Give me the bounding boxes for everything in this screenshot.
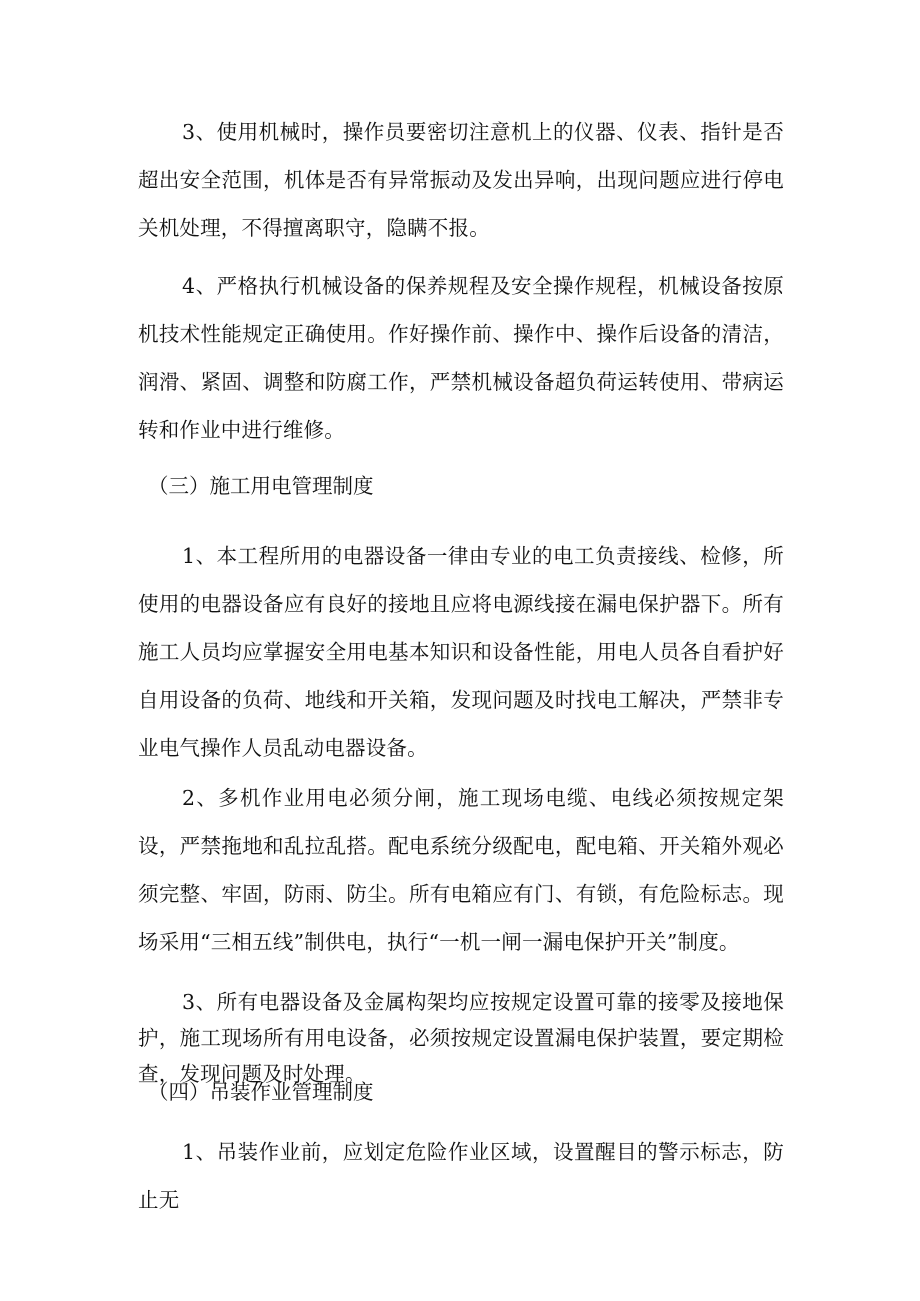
paragraph-machine-maintenance-4: 4、严格执行机械设备的保养规程及安全操作规程，机械设备按原机技术性能规定正确使用。作好操作前、操作中、操作后设备的清洁，润滑、紧固、调整和防腐工作，严禁机械设备超负荷运转使用、带病运转和作业中进行维修。 bbox=[138, 274, 784, 442]
section-heading-lifting: （四）吊装作业管理制度 bbox=[148, 1080, 374, 1104]
paragraph-electricity-2: 2、多机作业用电必须分闸，施工现场电缆、电线必须按规定架设，严禁拖地和乱拉乱搭。配电系统分级配电，配电箱、开关箱外观必须完整、牢固，防雨、防尘。所有电箱应有门、有锁，有危险标志。现场采用“三相五线”制供电，执行“一机一闸一漏电保护开关”制度。 bbox=[138, 786, 784, 954]
paragraph-machine-operation-3: 3、使用机械时，操作员要密切注意机上的仪器、仪表、指针是否超出安全范围，机体是否有异常振动及发出异响，出现问题应进行停电关机处理，不得擅离职守，隐瞒不报。 bbox=[138, 120, 784, 240]
paragraph-electricity-1: 1、本工程所用的电器设备一律由专业的电工负责接线、检修，所使用的电器设备应有良好的接地且应将电源线接在漏电保护器下。所有施工人员均应掌握安全用电基本知识和设备性能，用电人员各自看护好自用设备的负荷、地线和开关箱，发现问题及时找电工解决，严禁非专业电气操作人员乱动电器设备。 bbox=[138, 544, 784, 760]
section-heading-electricity: （三）施工用电管理制度 bbox=[148, 474, 374, 498]
paragraph-electricity-3: 3、所有电器设备及金属构架均应按规定设置可靠的接零及接地保护，施工现场所有用电设备，必须按规定设置漏电保护装置，要定期检查，发现问题及时处理。 bbox=[138, 990, 784, 1086]
paragraph-lifting-1: 1、吊装作业前，应划定危险作业区域，设置醒目的警示标志，防止无 bbox=[138, 1140, 784, 1212]
